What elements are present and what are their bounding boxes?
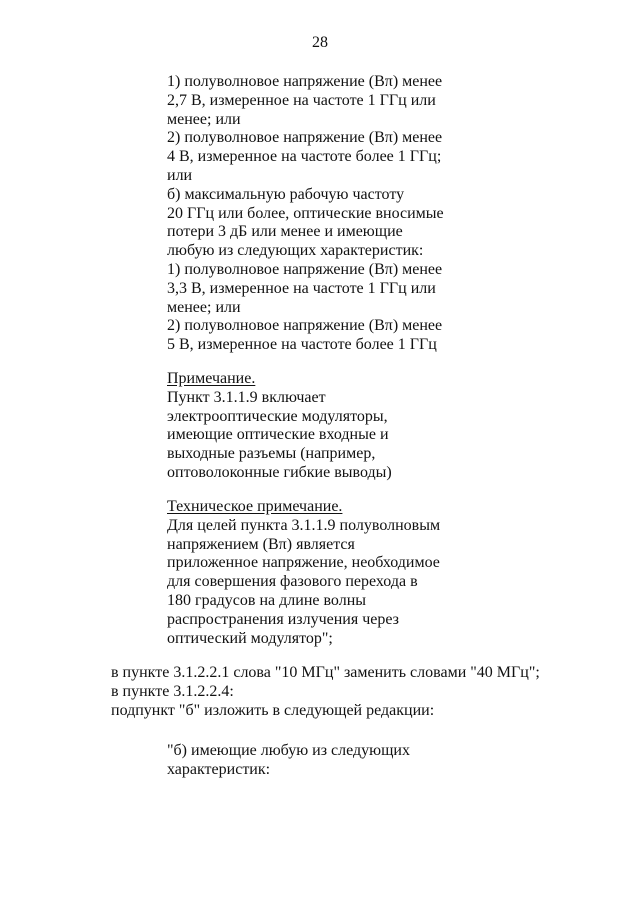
new-text-block [167,742,587,780]
note-line: выходные разъемы (например, [167,445,376,463]
criteria-line: 2,7 В, измеренное на частоте 1 ГГц или [167,91,436,109]
new-text-line: "б) имеющие любую из следующих [167,742,410,759]
note-line: оптоволоконные гибкие выводы) [167,463,392,481]
criteria-line: потери 3 дБ или менее и имеющие [167,223,403,241]
criteria-line: 3,3 В, измеренное на частоте 1 ГГц или [167,279,436,297]
new-text-line: характеристик: [167,760,271,778]
technical-note-block [167,498,587,648]
criteria-line: 1) полуволновое напряжение (Вπ) менее [167,260,443,278]
note-block [167,370,587,483]
criteria-line: менее; или [167,110,241,128]
technical-note-line: оптический модулятор"; [167,629,333,647]
technical-note-line: Для целей пункта 3.1.1.9 полуволновым [167,516,441,534]
criteria-line: б) максимальную рабочую частоту [167,185,405,203]
instruction-line: подпункт "б" изложить в следующей редакции: [111,701,435,719]
page-number: 28 [312,34,328,51]
technical-note-line: распространения излучения через [167,610,399,628]
criteria-line: 5 В, измеренное на частоте более 1 ГГц [167,336,437,354]
technical-note-heading: Техническое примечание. [167,498,343,515]
criteria-line: 4 В, измеренное на частоте более 1 ГГц; [167,148,442,166]
technical-note-line: приложенное напряжение, необходимое [167,554,440,572]
note-line: имеющие оптические входные и [167,426,389,444]
criteria-line: 2) полуволновое напряжение (Вπ) менее [167,317,443,335]
technical-note-line: для совершения фазового перехода в [167,573,418,591]
instructions-block [111,664,611,720]
criteria-line: 1) полуволновое напряжение (Вπ) менее [167,73,443,90]
note-line: Пункт 3.1.1.9 включает [167,388,326,406]
criteria-line: 2) полуволновое напряжение (Вπ) менее [167,129,443,147]
criteria-line: любую из следующих характеристик: [167,242,424,260]
criteria-line: или [167,166,193,184]
criteria-line: менее; или [167,298,241,316]
technical-note-line: напряжением (Вπ) является [167,535,355,553]
criteria-line: 20 ГГц или более, оптические вносимые [167,204,444,222]
note-line: электрооптические модуляторы, [167,407,388,425]
instruction-line: в пункте 3.1.2.2.4: [111,682,234,700]
instruction-line: в пункте 3.1.2.2.1 слова "10 МГц" заменить словами "40 МГц"; [111,664,540,681]
criteria-block [167,73,587,355]
note-heading: Примечание. [167,370,256,387]
technical-note-line: 180 градусов на длине волны [167,591,367,609]
